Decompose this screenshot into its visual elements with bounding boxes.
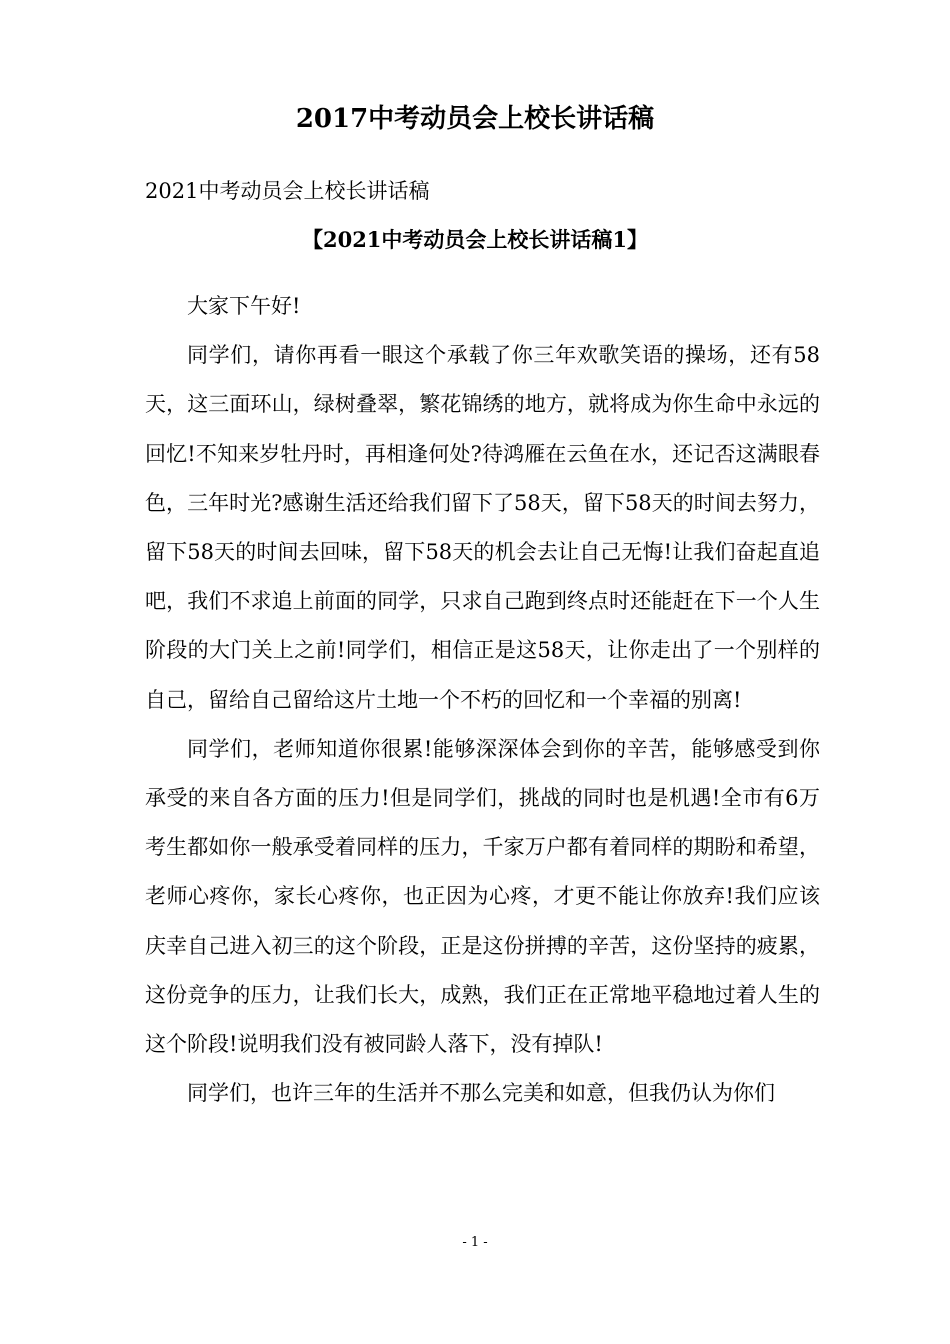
document-body — [145, 282, 820, 1118]
document-title: 2017中考动员会上校长讲话稿 — [295, 104, 655, 134]
paragraph-greeting: 大家下午好! — [187, 294, 301, 318]
paragraph: 同学们，老师知道你很累!能够深深体会到你的辛苦，能够感受到你承受的来自各方面的压力!但是同学们，挑战的同时也是机遇!全市有6万考生都如你一般承受着同样的压力，千家万户都有着同样的期盼和希望，老师心疼你，家长心疼你，也正因为心疼，才更不能让你放弃!我们应该庆幸自己进入初三的这个阶段，正是这份拼搏的辛苦，这份坚持的疲累，这份竞争的压力，让我们长大，成熟，我们正在正常地平稳地过着人生的这个阶段!说明我们没有被同龄人落下，没有掉队! — [145, 736, 820, 1057]
paragraph: 同学们，也许三年的生活并不那么完美和如意，但我仍认为你们 — [187, 1081, 775, 1106]
paragraph: 同学们，请你再看一眼这个承载了你三年欢歌笑语的操场，还有58天，这三面环山，绿树叠翠，繁花锦绣的地方，就将成为你生命中永远的回忆!不知来岁牡丹时，再相逢何处?待鸿雁在云鱼在水，还记否这满眼春色，三年时光?感谢生活还给我们留下了58天，留下58天的时间去努力，留下58天的时间去回味，留下58天的机会去让自己无悔!让我们奋起直追吧，我们不求追上前面的同学，只求自己跑到终点时还能赶在下一个人生阶段的大门关上之前!同学们，相信正是这58天，让你走出了一个别样的自己，留给自己留给这片土地一个不朽的回忆和一个幸福的别离! — [145, 343, 820, 712]
page-number: - 1 - — [462, 1235, 488, 1250]
section-heading: 【2021中考动员会上校长讲话稿1】 — [301, 227, 649, 252]
document-subtitle: 2021中考动员会上校长讲话稿 — [145, 179, 430, 203]
